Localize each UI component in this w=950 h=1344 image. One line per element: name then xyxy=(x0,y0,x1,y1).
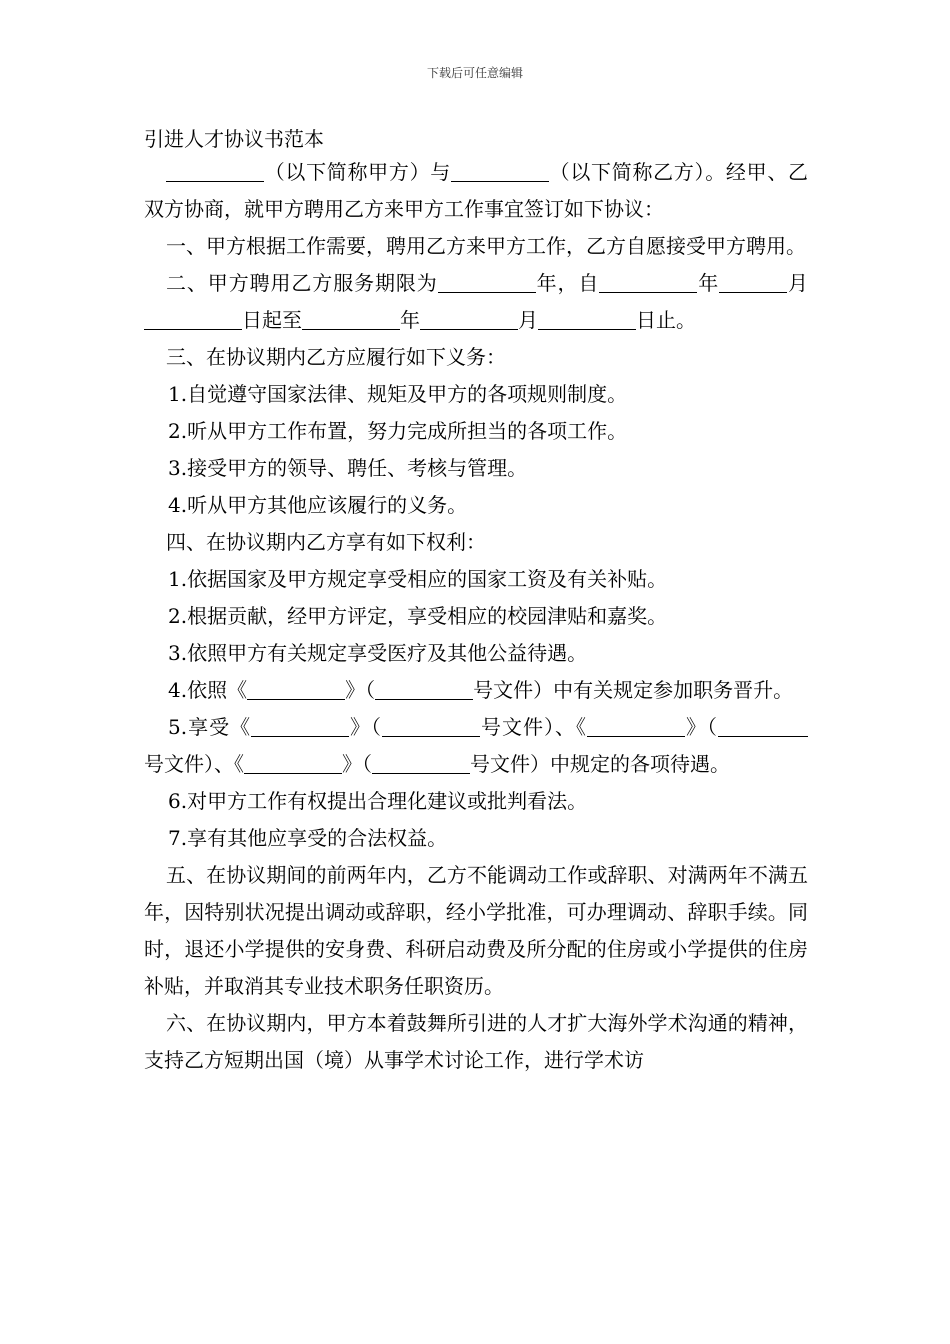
section-1: 一、甲方根据工作需要，聘用乙方来甲方工作，乙方自愿接受甲方聘用。 xyxy=(166,234,806,258)
section-4-title: 四、在协议期内乙方享有如下权利： xyxy=(166,530,486,554)
regulation-name-blank[interactable] xyxy=(247,679,345,700)
section-4-item: 2.根据贡献，经甲方评定，享受相应的校园津贴和嘉奖。 xyxy=(168,604,668,628)
end-year-blank[interactable] xyxy=(302,309,400,330)
section-4-item: 6.对甲方工作有权提出合理化建议或批判看法。 xyxy=(168,789,588,813)
regulation-name-blank[interactable] xyxy=(251,716,349,737)
end-month-blank[interactable] xyxy=(420,309,518,330)
section-4-item: 7.享有其他应享受的合法权益。 xyxy=(168,826,448,850)
party-a-blank[interactable] xyxy=(166,161,264,182)
party-b-blank[interactable] xyxy=(451,161,549,182)
start-month-blank-a[interactable] xyxy=(719,272,753,293)
term-years-blank[interactable] xyxy=(438,272,536,293)
start-month-blank-b[interactable] xyxy=(753,272,787,293)
section-3-item: 1.自觉遵守国家法律、规矩及甲方的各项规则制度。 xyxy=(168,382,628,406)
section-4-item-4: 4.依照《 》（ 号文件）中有关规定参加职务晋升。 xyxy=(168,678,794,702)
document-number-blank[interactable] xyxy=(382,716,480,737)
document-number-blank-a[interactable] xyxy=(718,716,752,737)
section-3-title: 三、在协议期内乙方应履行如下义务： xyxy=(166,345,506,369)
regulation-name-blank[interactable] xyxy=(587,716,685,737)
section-6: 六、在协议期内，甲方本着鼓舞所引进的人才扩大海外学术沟通的精神，支持乙方短期出国（境）从事学术讨论工作，进行学术访 xyxy=(144,1011,808,1072)
intro-paragraph: （以下简称甲方）与 （以下简称乙方）。经甲、乙双方协商，就甲方聘用乙方来甲方工作事宜签订如下协议： xyxy=(144,160,809,221)
document-number-blank[interactable] xyxy=(372,753,470,774)
section-4-item-5: 5.享受《 》（ 号文件）、《 》（号文件）、《 》（ 号文件）中规定的各项待遇。 xyxy=(144,709,808,783)
section-3-item: 3.接受甲方的领导、聘任、考核与管理。 xyxy=(168,456,528,480)
document-number-blank[interactable] xyxy=(375,679,473,700)
section-3-item: 2.听从甲方工作布置，努力完成所担当的各项工作。 xyxy=(168,419,628,443)
start-year-blank[interactable] xyxy=(599,272,697,293)
document-body xyxy=(144,124,808,1079)
section-4-item: 3.依照甲方有关规定享受医疗及其他公益待遇。 xyxy=(168,641,588,665)
section-2: 二、甲方聘用乙方服务期限为 年，自 年 月日起至 年 月 日止。 xyxy=(144,265,808,339)
document-title: 引进人才协议书范本 xyxy=(144,127,324,151)
regulation-name-blank[interactable] xyxy=(244,753,342,774)
start-day-blank[interactable] xyxy=(144,309,242,330)
end-day-blank[interactable] xyxy=(538,309,636,330)
document-number-blank-b[interactable] xyxy=(752,716,808,737)
section-5: 五、在协议期间的前两年内，乙方不能调动工作或辞职、对满两年不满五年，因特别状况提出调动或辞职，经小学批准，可办理调动、辞职手续。同时，退还小学提供的安身费、科研启动费及所分配的住房或小学提供的住房补贴，并取消其专业技术职务任职资历。 xyxy=(144,863,808,998)
section-4-item: 1.依据国家及甲方规定享受相应的国家工资及有关补贴。 xyxy=(168,567,668,591)
section-3-item: 4.听从甲方其他应该履行的义务。 xyxy=(168,493,468,517)
page-header: 下载后可任意编辑 xyxy=(426,66,523,80)
